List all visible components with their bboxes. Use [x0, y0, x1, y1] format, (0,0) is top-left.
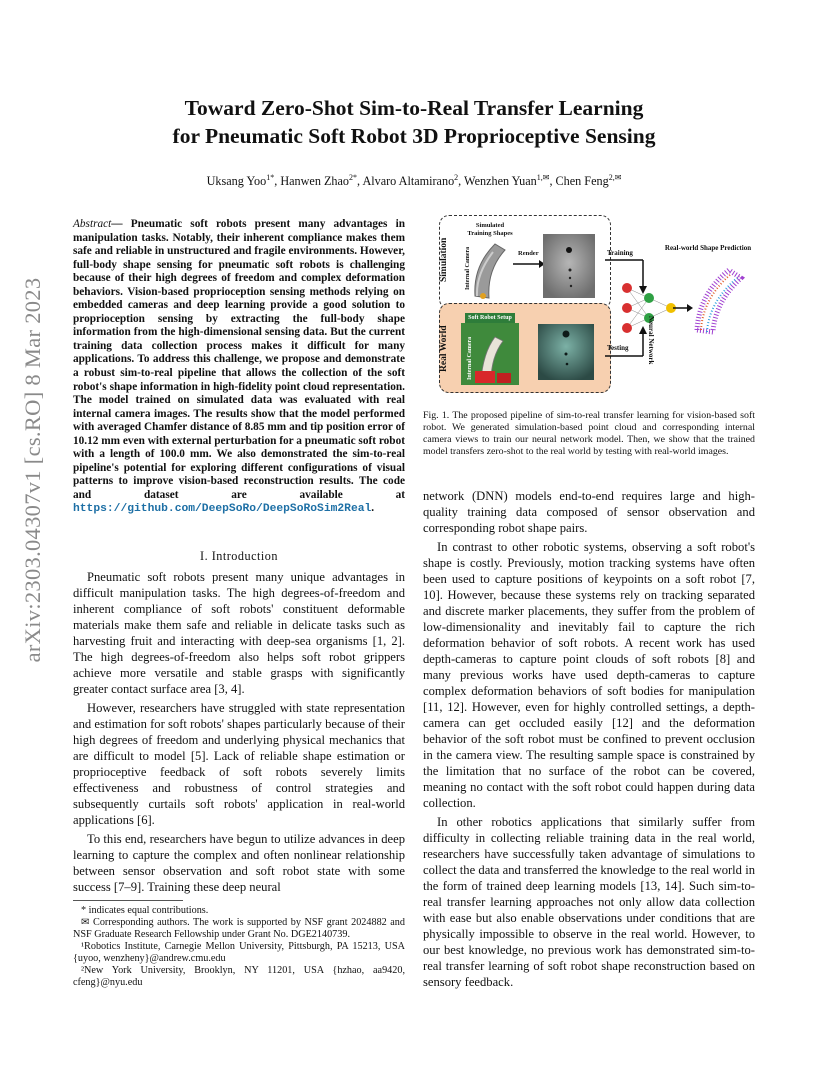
footnote: ²New York University, Brooklyn, NY 11201, USA {hzhao, aa9420, cfeng}@nyu.edu	[73, 965, 405, 988]
author: Uksang Yoo$^{1*}$	[206, 173, 275, 189]
figure-caption: Fig. 1. The proposed pipeline of sim-to-real transfer learning for vision-based soft robot. We generated simulation-based point cloud and corresponding internal camera views to train our neural network model. Then, we show that the trained model transfers zero-shot to the real world by testing with real-world images.	[423, 410, 755, 457]
prediction-title: Real-world Shape Prediction	[664, 244, 752, 252]
author: Hanwen Zhao$^{2*}$	[280, 173, 358, 189]
code-link[interactable]: https://github.com/DeepSoRo/DeepSoRoSim2Real	[73, 503, 372, 516]
paper-title	[100, 94, 728, 150]
real-camera-view	[538, 324, 594, 380]
abstract-text: — Pneumatic soft robots present many advantages in manipulation tasks. Notably, their inherent compliance makes them safe and reliable in unstructured and fragile environments. However, full-body shape sensing for pneumatic soft robots is challenging because of their high degrees of freedom and complex deformation behaviors. Vision-based proprioception sensing methods relying on embedded cameras and deep learning provide a good solution to proprioception sensing by extracting the full-body shape information from the high-dimensional sensing data. But the current training data collection process makes it difficult for many applications. To address this challenge, we propose and demonstrate a robust sim-to-real pipeline that allows the collection of the soft robot's shape information in high-fidelity point cloud representation. The model trained on simulated data was evaluated with real internal camera images. The results show that the model performed with averaged Chamfer distance of 8.85 mm and tip position error of 10.12 mm even with external perturbation for a pneumatic soft robot with a length of 100.0 mm. We also demonstrated the sim-to-real pipeline's potential for exploring different configurations of visual patterns to improve vision-based reconstruction results. The code and dataset are available at	[73, 218, 405, 501]
neural-network-label: Neural Network	[647, 316, 655, 365]
section-heading: I. Introduction	[200, 549, 278, 563]
figure-pipeline	[423, 212, 755, 402]
paragraph: However, researchers have struggled with state representation and estimation for soft robots' shapes particularly because of their high degrees of freedom and underlying physical mechanics that are difficult to model [5]. Lack of reliable shape estimation or proprioceptive feedback of soft robots severely limits effectiveness and robustness of control strategies and subsequently curtails soft robots' application in real-world applications [6].	[73, 701, 405, 827]
footnote: * indicates equal contributions.	[81, 905, 209, 916]
footnote: ¹Robotics Institute, Carnegie Mellon University, Pittsburgh, PA 15213, USA {uyoo, wenzheny}@andrew.cmu.edu	[73, 941, 405, 964]
paragraph: To this end, researchers have begun to utilize advances in deep learning to capture the complex and often nonlinear relationship between sensor observation and soft robot state with some success [7–9]. Training these deep neural	[73, 832, 405, 894]
footnote-rule	[73, 900, 183, 901]
render-label: Render	[518, 250, 539, 257]
title-line-1: Toward Zero-Shot Sim-to-Real Transfer Learning	[184, 96, 644, 120]
author: Alvaro Altamirano$^2$	[362, 173, 459, 189]
paragraph: Pneumatic soft robots present many unique advantages in difficult manipulation tasks. The high degrees-of-freedom and inherent compliance of soft robots' constituent deformable materials make them safe and reliable in delicate tasks such as harvesting fruit and interacting with deep-sea organisms [1, 2]. The high degrees-of-freedom also helps soft robot grippers achieve more versatile and stable grasps with significantly greater contact surface area [3, 4].	[73, 570, 405, 696]
title-line-2: for Pneumatic Soft Robot 3D Proprioceptive Sensing	[172, 124, 656, 148]
arxiv-stamp: arXiv:2303.04307v1 [cs.RO] 8 Mar 2023	[20, 277, 45, 663]
testing-label: Testing	[607, 344, 629, 352]
footnote: ✉ Corresponding authors. The work is supported by NSF grant 2024882 and NSF Graduate Research Fellowship under Grant No. DGE2140739.	[73, 917, 405, 940]
simulation-label: Simulation	[439, 237, 449, 282]
left-column-body	[73, 569, 405, 898]
abstract: Abstract— Pneumatic soft robots present many advantages in manipulation tasks. Notably, their inherent compliance makes them safe and reliable in unstructured and fragile environments. However, full-body shape sensing for pneumatic soft robots is challenging because of their high degrees of freedom and complex deformation behaviors. Vision-based proprioception sensing methods relying on embedded cameras and deep learning provide a good solution to proprioception sensing by extracting the full-body shape information from the high-dimensional sensing data. But the current training data collection process makes it difficult for many applications. To address this challenge, we propose and demonstrate a robust sim-to-real pipeline that allows the collection of the soft robot's shape information in high-fidelity point cloud representation. The model trained on simulated data was evaluated with real internal camera images. The results show that the model performed with averaged Chamfer distance of 8.85 mm and tip position error of 10.12 mm even with external perturbation for a pneumatic soft robot with a length of 100.0 mm. We also demonstrated the sim-to-real pipeline's potential for exploring different configurations of visual patterns to improve vision-based reconstruction results. The code and dataset are available at https://github.com/DeepSoRo/DeepSoRoSim2Real.	[73, 218, 405, 516]
render-arrow	[513, 260, 545, 268]
real-world-label: Real World	[439, 325, 449, 372]
point-cloud-prediction	[689, 264, 751, 336]
footnotes	[73, 905, 405, 989]
simulated-camera-view	[543, 234, 595, 298]
author: Wenzhen Yuan$^{1,✉}$	[464, 173, 550, 189]
author-list: Uksang Yoo$^{1*}$, Hanwen Zhao$^{2*}$, Alvaro Altamirano$^2$, Wenzhen Yuan$^{1,✉}$, Chen Feng$^{2,✉}$	[206, 173, 622, 189]
paragraph: In other robotics applications that similarly suffer from difficulty in collecting reliable training data in the real world, researchers have successfully taken advantage of simulations to collect the data and transferred the knowledge to the real world in the form of trained deep learning models [13, 14]. Such sim-to-real transfer learning approaches not only allow data collection with ease but also enable observations under conditions that are physically impossible to observe in the real world. However, to our best knowledge, no previous work has demonstrated sim-to-real transfer learning of soft robot shape reconstruction based on sensory feedback.	[423, 815, 755, 989]
abstract-label: Abstract	[73, 218, 112, 230]
internal-camera-label-real: Internal Camera	[467, 336, 473, 380]
simulated-shapes-label: Simulated Training Shapes	[467, 222, 513, 237]
right-column-body	[423, 488, 755, 993]
soft-robot-setup-label: Soft Robot Setup	[465, 313, 515, 323]
internal-camera-label: Internal Camera	[465, 246, 471, 290]
simulated-robot-image	[453, 236, 513, 302]
author: Chen Feng$^{2,✉}$	[555, 173, 622, 189]
paragraph: In contrast to other robotic systems, observing a soft robot's shape is costly. Previously, motion tracking systems have often been used to capture positions of keypoints on a soft robot [7, 10]. However, because these systems rely on tracking separated and discrete marker placements, they suffer from the problem of low-dimensionality and inevitably fail to capture the rich deformation behavior of soft robots. A recent work has used depth-cameras to capture point clouds of soft robots [8] and many previous works have used depth-cameras to capture complex deformation behaviors of soft bodies for manipulation [11, 12]. However, even for highly controlled settings, a depth-camera can get occluded easily [12] and the deformation behavior of the soft robot must be confined to prevent occlusion in the camera view. The resulting sample space is constrained by the limitation that no surface of the robot can be covered, meaning no contact with the soft robot could happen during data collection.	[423, 540, 755, 810]
paragraph: network (DNN) models end-to-end requires large and high-quality training data composed of sensor observation and corresponding robot shape pairs.	[423, 489, 755, 535]
training-label: Training	[607, 249, 633, 257]
